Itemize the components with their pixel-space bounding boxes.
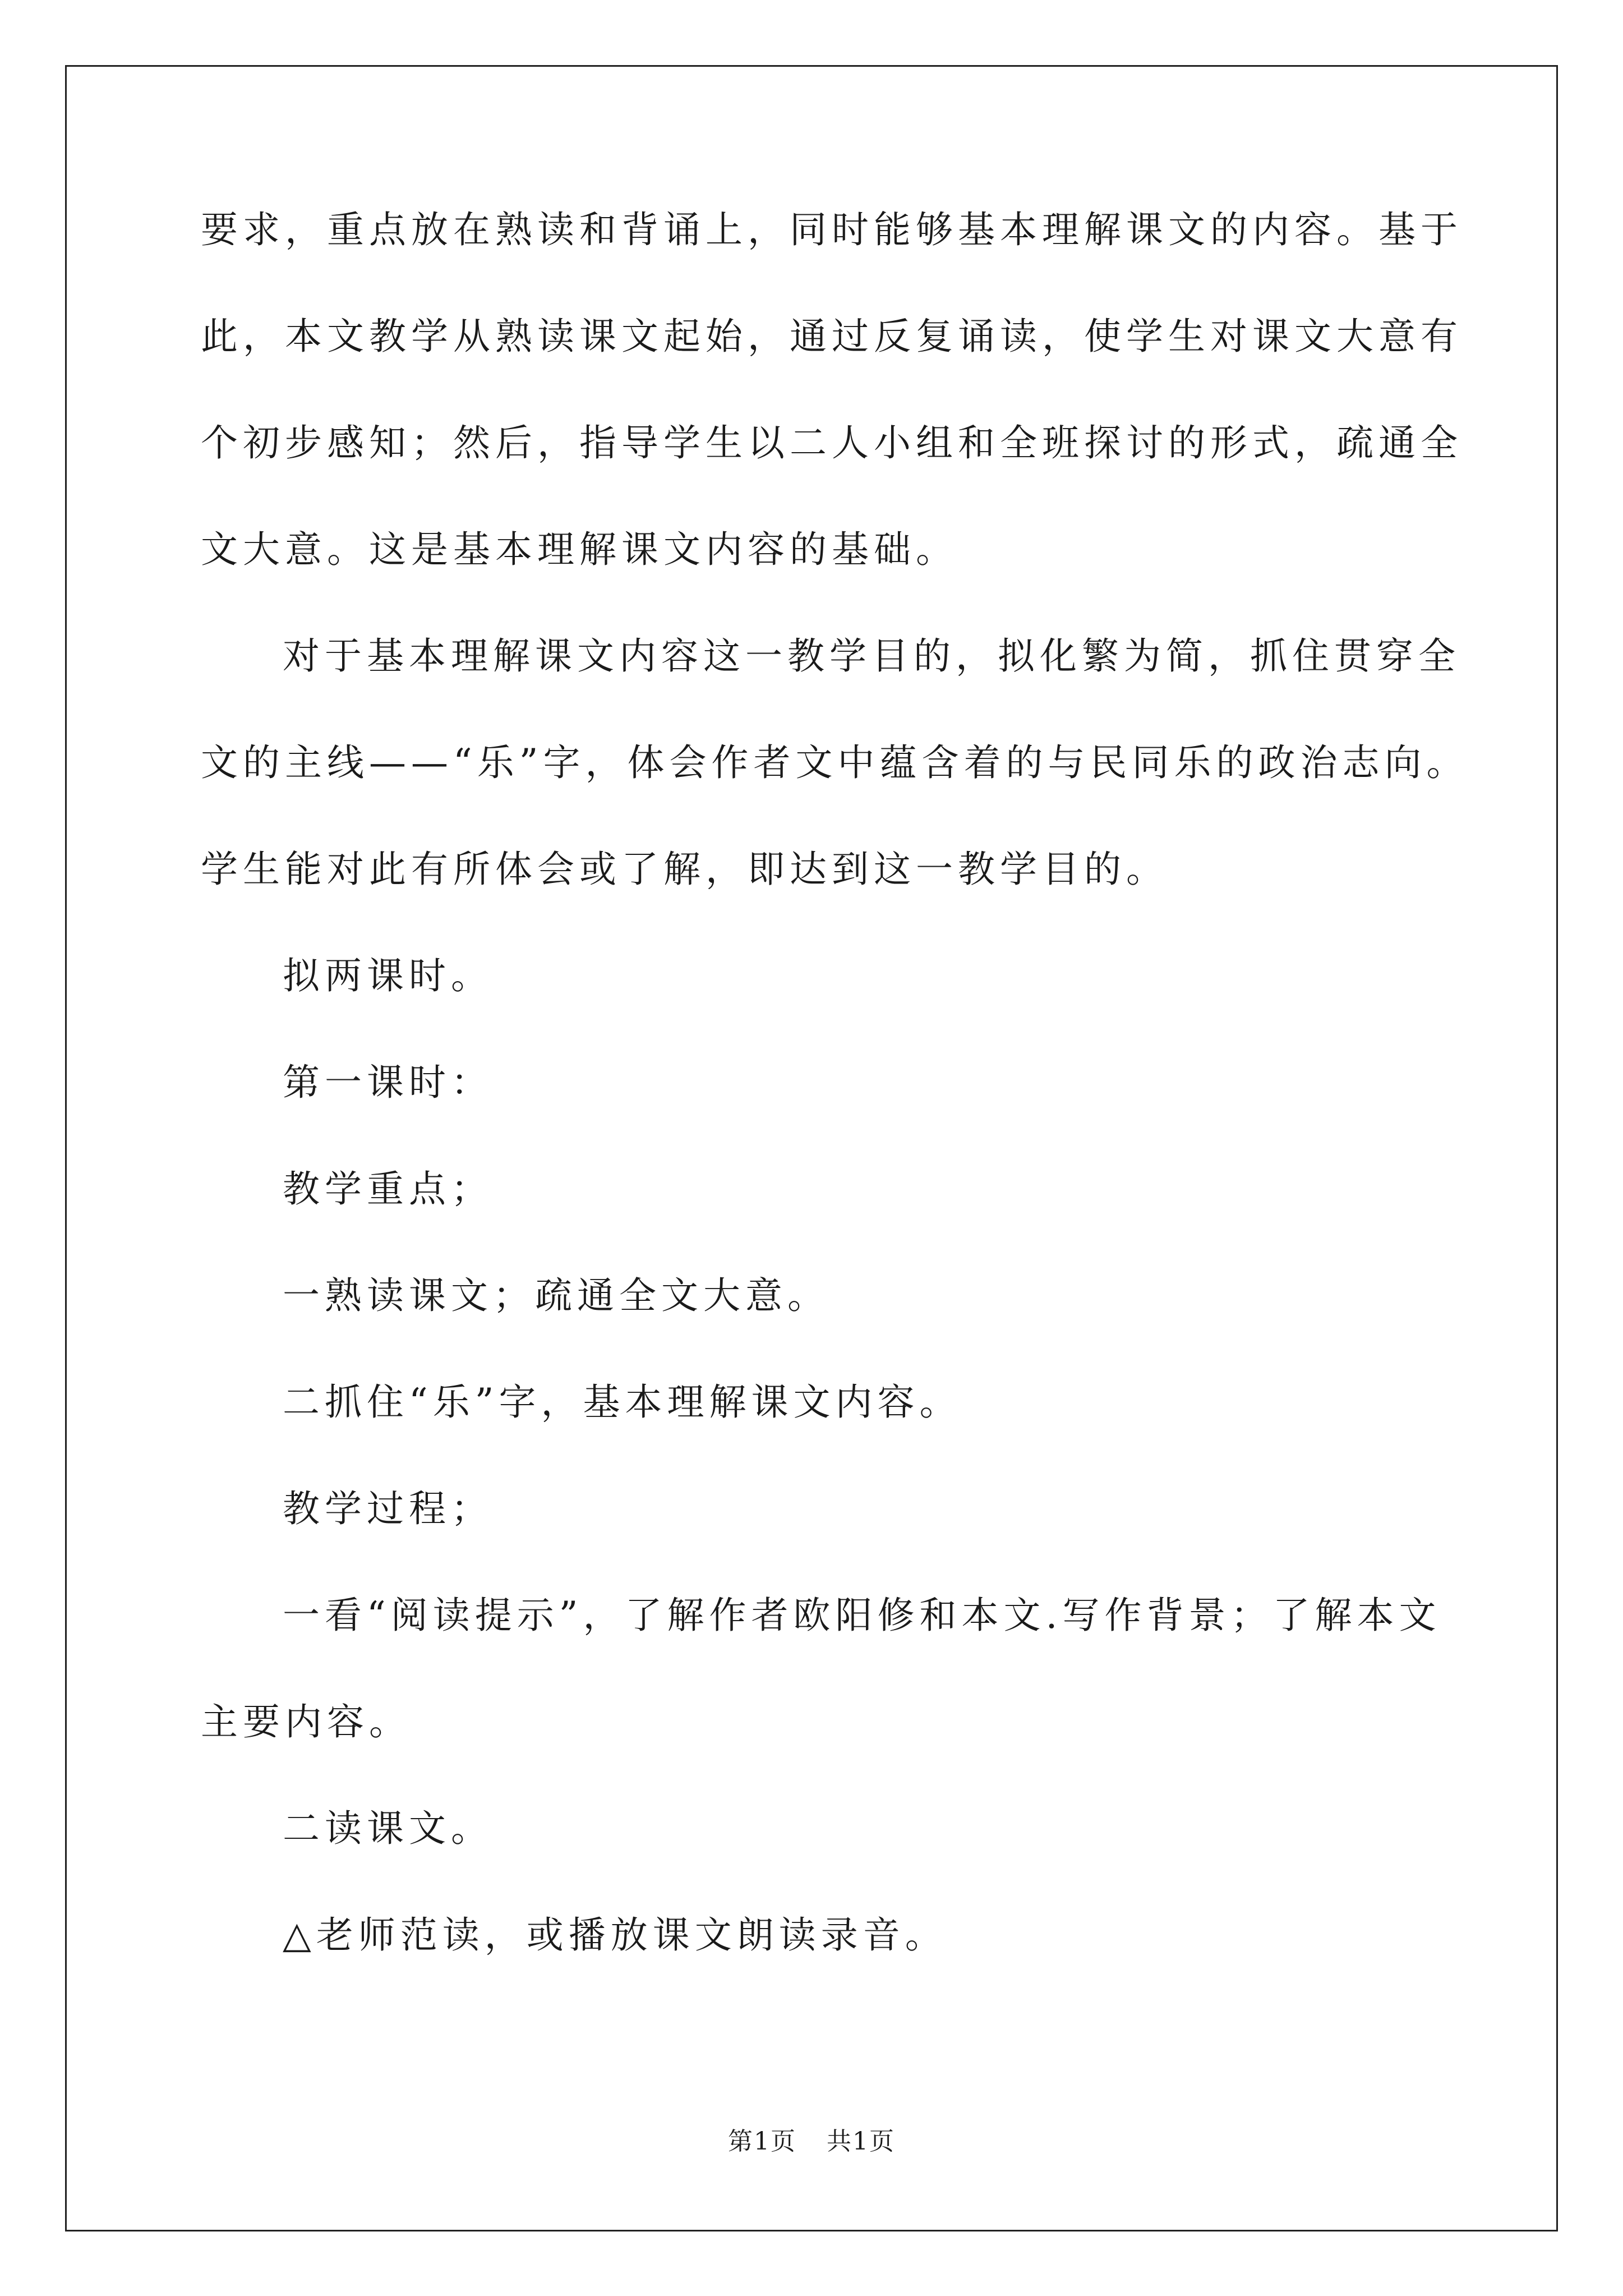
section-heading: 第一课时： [283,1061,493,1104]
list-item: 二读课文。 [283,1807,493,1850]
list-item: 一熟读课文；疏通全文大意。 [283,1274,829,1317]
text-line: 要求，重点放在熟读和背诵上，同时能够基本理解课文的内容。基于 [201,208,1463,251]
text-line: 此，本文教学从熟读课文起始，通过反复诵读，使学生对课文大意有 [201,315,1463,358]
list-item: △老师范读，或播放课文朗读录音。 [283,1913,947,1957]
subheading: 教学重点； [283,1167,493,1211]
paragraph-line: 对于基本理解课文内容这一教学目的，拟化繁为简，抓住贯穿全 [283,634,1460,678]
page-number: 第1页 [728,2127,796,2156]
text-line: 文大意。这是基本理解课文内容的基础。 [201,528,958,571]
list-item: 一看“阅读提示”，了解作者欧阳修和本文.写作背景；了解本文 [283,1594,1441,1637]
text-line: 个初步感知；然后，指导学生以二人小组和全班探讨的形式，疏通全 [201,421,1463,464]
paragraph-line: 拟两课时。 [283,954,493,997]
subheading: 教学过程； [283,1487,493,1530]
page-total: 共1页 [827,2127,895,2156]
text-line: 文的主线——“乐”字，体会作者文中蕴含着的与民同乐的政治志向。 [201,741,1469,784]
page-footer [0,2125,1623,2159]
list-item: 二抓住“乐”字，基本理解课文内容。 [283,1381,962,1424]
text-line: 学生能对此有所体会或了解，即达到这一教学目的。 [201,848,1168,891]
text-line: 主要内容。 [201,1700,411,1743]
